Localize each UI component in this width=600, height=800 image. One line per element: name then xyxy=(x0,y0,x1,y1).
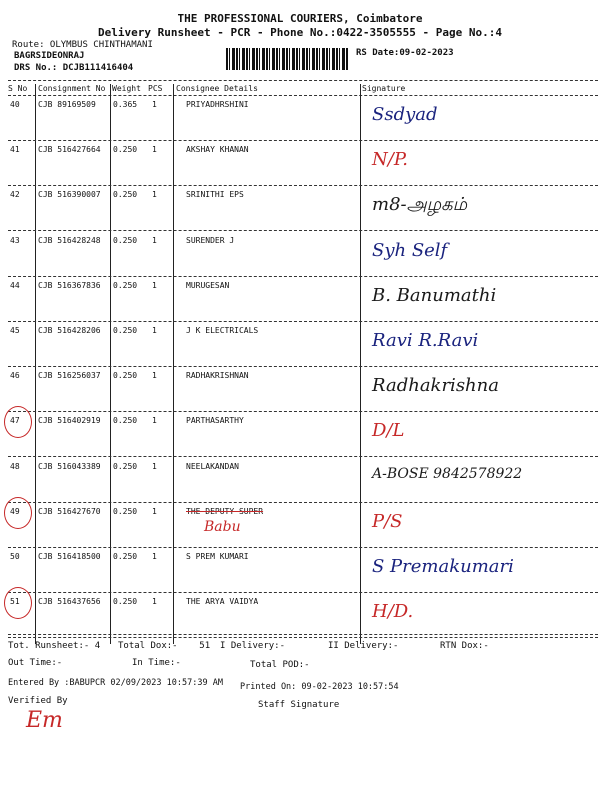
row-sno: 48 xyxy=(10,462,20,471)
row-divider xyxy=(8,502,598,503)
row-consignment-no: CJB 516437656 xyxy=(38,597,101,606)
row-signature: B. Banumathi xyxy=(372,285,497,306)
row-sno: 47 xyxy=(10,416,20,425)
row-divider xyxy=(8,547,598,548)
row-signature: S Premakumari xyxy=(372,556,514,577)
col-sno: S No xyxy=(8,84,28,93)
row-pcs: 1 xyxy=(152,371,157,380)
row-consignment-no: CJB 516402919 xyxy=(38,416,101,425)
row-consignment-no: CJB 516390007 xyxy=(38,190,101,199)
row-signature: D/L xyxy=(372,420,405,441)
row-divider xyxy=(8,411,598,412)
col-divider xyxy=(35,84,36,644)
row-weight: 0.250 xyxy=(113,236,138,245)
row-signature: Ravi R.Ravi xyxy=(372,330,479,351)
col-divider xyxy=(110,84,111,644)
row-consignee: RADHAKRISHNAN xyxy=(186,371,249,380)
row-weight: 0.250 xyxy=(113,462,138,471)
row-consignee: PRIYADHRSHINI xyxy=(186,100,249,109)
footer-rule xyxy=(8,634,598,635)
row-pcs: 1 xyxy=(152,416,157,425)
staff-signature-label: Staff Signature xyxy=(258,700,340,710)
row-divider xyxy=(8,140,598,141)
row-sno: 46 xyxy=(10,371,20,380)
total-pod: Total POD:- xyxy=(250,660,310,670)
col-consignment: Consignment No xyxy=(38,84,106,93)
row-pcs: 1 xyxy=(152,236,157,245)
row-consignee: SURENDER J xyxy=(186,236,235,245)
row-pcs: 1 xyxy=(152,326,157,335)
col-divider xyxy=(173,84,174,644)
row-divider xyxy=(8,637,598,638)
row-weight: 0.250 xyxy=(113,507,138,516)
header-bottom-rule xyxy=(8,95,598,96)
row-signature: Radhakrishna xyxy=(372,375,499,396)
row-consignee: S PREM KUMARI xyxy=(186,552,249,561)
row-pcs: 1 xyxy=(152,507,157,516)
ii-delivery: II Delivery:- xyxy=(328,641,399,651)
col-consignee: Consignee Details xyxy=(176,84,258,93)
company-title: THE PROFESSIONAL COURIERS, Coimbatore xyxy=(177,12,423,25)
row-consignee: THE DEPUTY SUPER xyxy=(186,507,264,516)
row-sno: 51 xyxy=(10,597,20,606)
row-consignment-no: CJB 89169509 xyxy=(38,100,96,109)
row-sno: 49 xyxy=(10,507,20,516)
row-sno: 44 xyxy=(10,281,20,290)
entered-by: Entered By :BABUPCR 02/09/2023 10:57:39 AM xyxy=(8,678,223,688)
row-signature: A-BOSE 9842578922 xyxy=(372,466,523,482)
verified-by: Verified By xyxy=(8,696,68,706)
row-consignee: THE ARYA VAIDYA xyxy=(186,597,259,606)
row-divider xyxy=(8,185,598,186)
row-consignee: SRINITHI EPS xyxy=(186,190,244,199)
row-consignment-no: CJB 516043389 xyxy=(38,462,101,471)
row-weight: 0.250 xyxy=(113,552,138,561)
row-consignee: AKSHAY KHANAN xyxy=(186,145,249,154)
row-consignee: J K ELECTRICALS xyxy=(186,326,259,335)
i-delivery: I Delivery:- xyxy=(220,641,286,651)
row-handwritten-note: Babu xyxy=(204,519,241,535)
row-weight: 0.365 xyxy=(113,100,138,109)
out-time: Out Time:- xyxy=(8,658,63,668)
verifier-signature: Em xyxy=(26,708,63,733)
row-weight: 0.250 xyxy=(113,416,138,425)
row-signature: P/S xyxy=(372,511,403,532)
row-divider xyxy=(8,456,598,457)
row-weight: 0.250 xyxy=(113,597,138,606)
row-consignment-no: CJB 516428206 xyxy=(38,326,101,335)
col-weight: Weight xyxy=(112,84,141,93)
row-consignment-no: CJB 516427664 xyxy=(38,145,101,154)
total-dox: Total Dox:- 51 xyxy=(118,641,211,651)
row-consignment-no: CJB 516256037 xyxy=(38,371,101,380)
row-weight: 0.250 xyxy=(113,190,138,199)
row-sno: 41 xyxy=(10,145,20,154)
row-weight: 0.250 xyxy=(113,326,138,335)
col-signature: Signature xyxy=(362,84,406,93)
staff-name: BAGRSIDEONRAJ xyxy=(14,51,85,61)
row-divider xyxy=(8,321,598,322)
row-number-circle xyxy=(4,497,32,529)
route-label: Route: OLYMBUS CHINTHAMANI xyxy=(12,40,153,50)
row-consignee: NEELAKANDAN xyxy=(186,462,239,471)
row-signature: N/P. xyxy=(372,149,408,170)
row-pcs: 1 xyxy=(152,462,157,471)
row-weight: 0.250 xyxy=(113,281,138,290)
row-pcs: 1 xyxy=(152,190,157,199)
header-top-rule xyxy=(8,80,598,81)
row-pcs: 1 xyxy=(152,145,157,154)
row-divider xyxy=(8,276,598,277)
row-pcs: 1 xyxy=(152,597,157,606)
row-number-circle xyxy=(4,406,32,438)
row-consignment-no: CJB 516428248 xyxy=(38,236,101,245)
row-pcs: 1 xyxy=(152,281,157,290)
in-time: In Time:- xyxy=(132,658,181,668)
row-signature: Syh Self xyxy=(372,240,448,261)
tot-runsheet: Tot. Runsheet:- 4 xyxy=(8,641,101,651)
row-consignment-no: CJB 516367836 xyxy=(38,281,101,290)
row-signature: m8-அழகம் xyxy=(372,194,468,215)
printed-on: Printed On: 09-02-2023 10:57:54 xyxy=(240,682,399,692)
row-signature: H/D. xyxy=(372,601,414,622)
row-sno: 45 xyxy=(10,326,20,335)
row-divider xyxy=(8,592,598,593)
row-number-circle xyxy=(4,587,32,619)
col-divider xyxy=(360,84,361,644)
runsheet-subtitle: Delivery Runsheet - PCR - Phone No.:0422-3505555 - Page No.:4 xyxy=(98,26,502,39)
drs-number: DRS No.: DCJB111416404 xyxy=(14,63,134,73)
rs-date: RS Date:09-02-2023 xyxy=(356,48,454,58)
row-sno: 40 xyxy=(10,100,20,109)
row-pcs: 1 xyxy=(152,552,157,561)
row-weight: 0.250 xyxy=(113,145,138,154)
row-pcs: 1 xyxy=(152,100,157,109)
row-divider xyxy=(8,230,598,231)
barcode xyxy=(226,48,348,70)
row-consignment-no: CJB 516418500 xyxy=(38,552,101,561)
row-consignment-no: CJB 516427670 xyxy=(38,507,101,516)
rtn-dox: RTN Dox:- xyxy=(440,641,489,651)
row-sno: 50 xyxy=(10,552,20,561)
row-sno: 42 xyxy=(10,190,20,199)
row-weight: 0.250 xyxy=(113,371,138,380)
row-sno: 43 xyxy=(10,236,20,245)
row-consignee: MURUGESAN xyxy=(186,281,230,290)
col-pcs: PCS xyxy=(148,84,163,93)
row-consignee: PARTHASARTHY xyxy=(186,416,244,425)
row-divider xyxy=(8,366,598,367)
row-signature: Ssdyad xyxy=(372,104,438,125)
